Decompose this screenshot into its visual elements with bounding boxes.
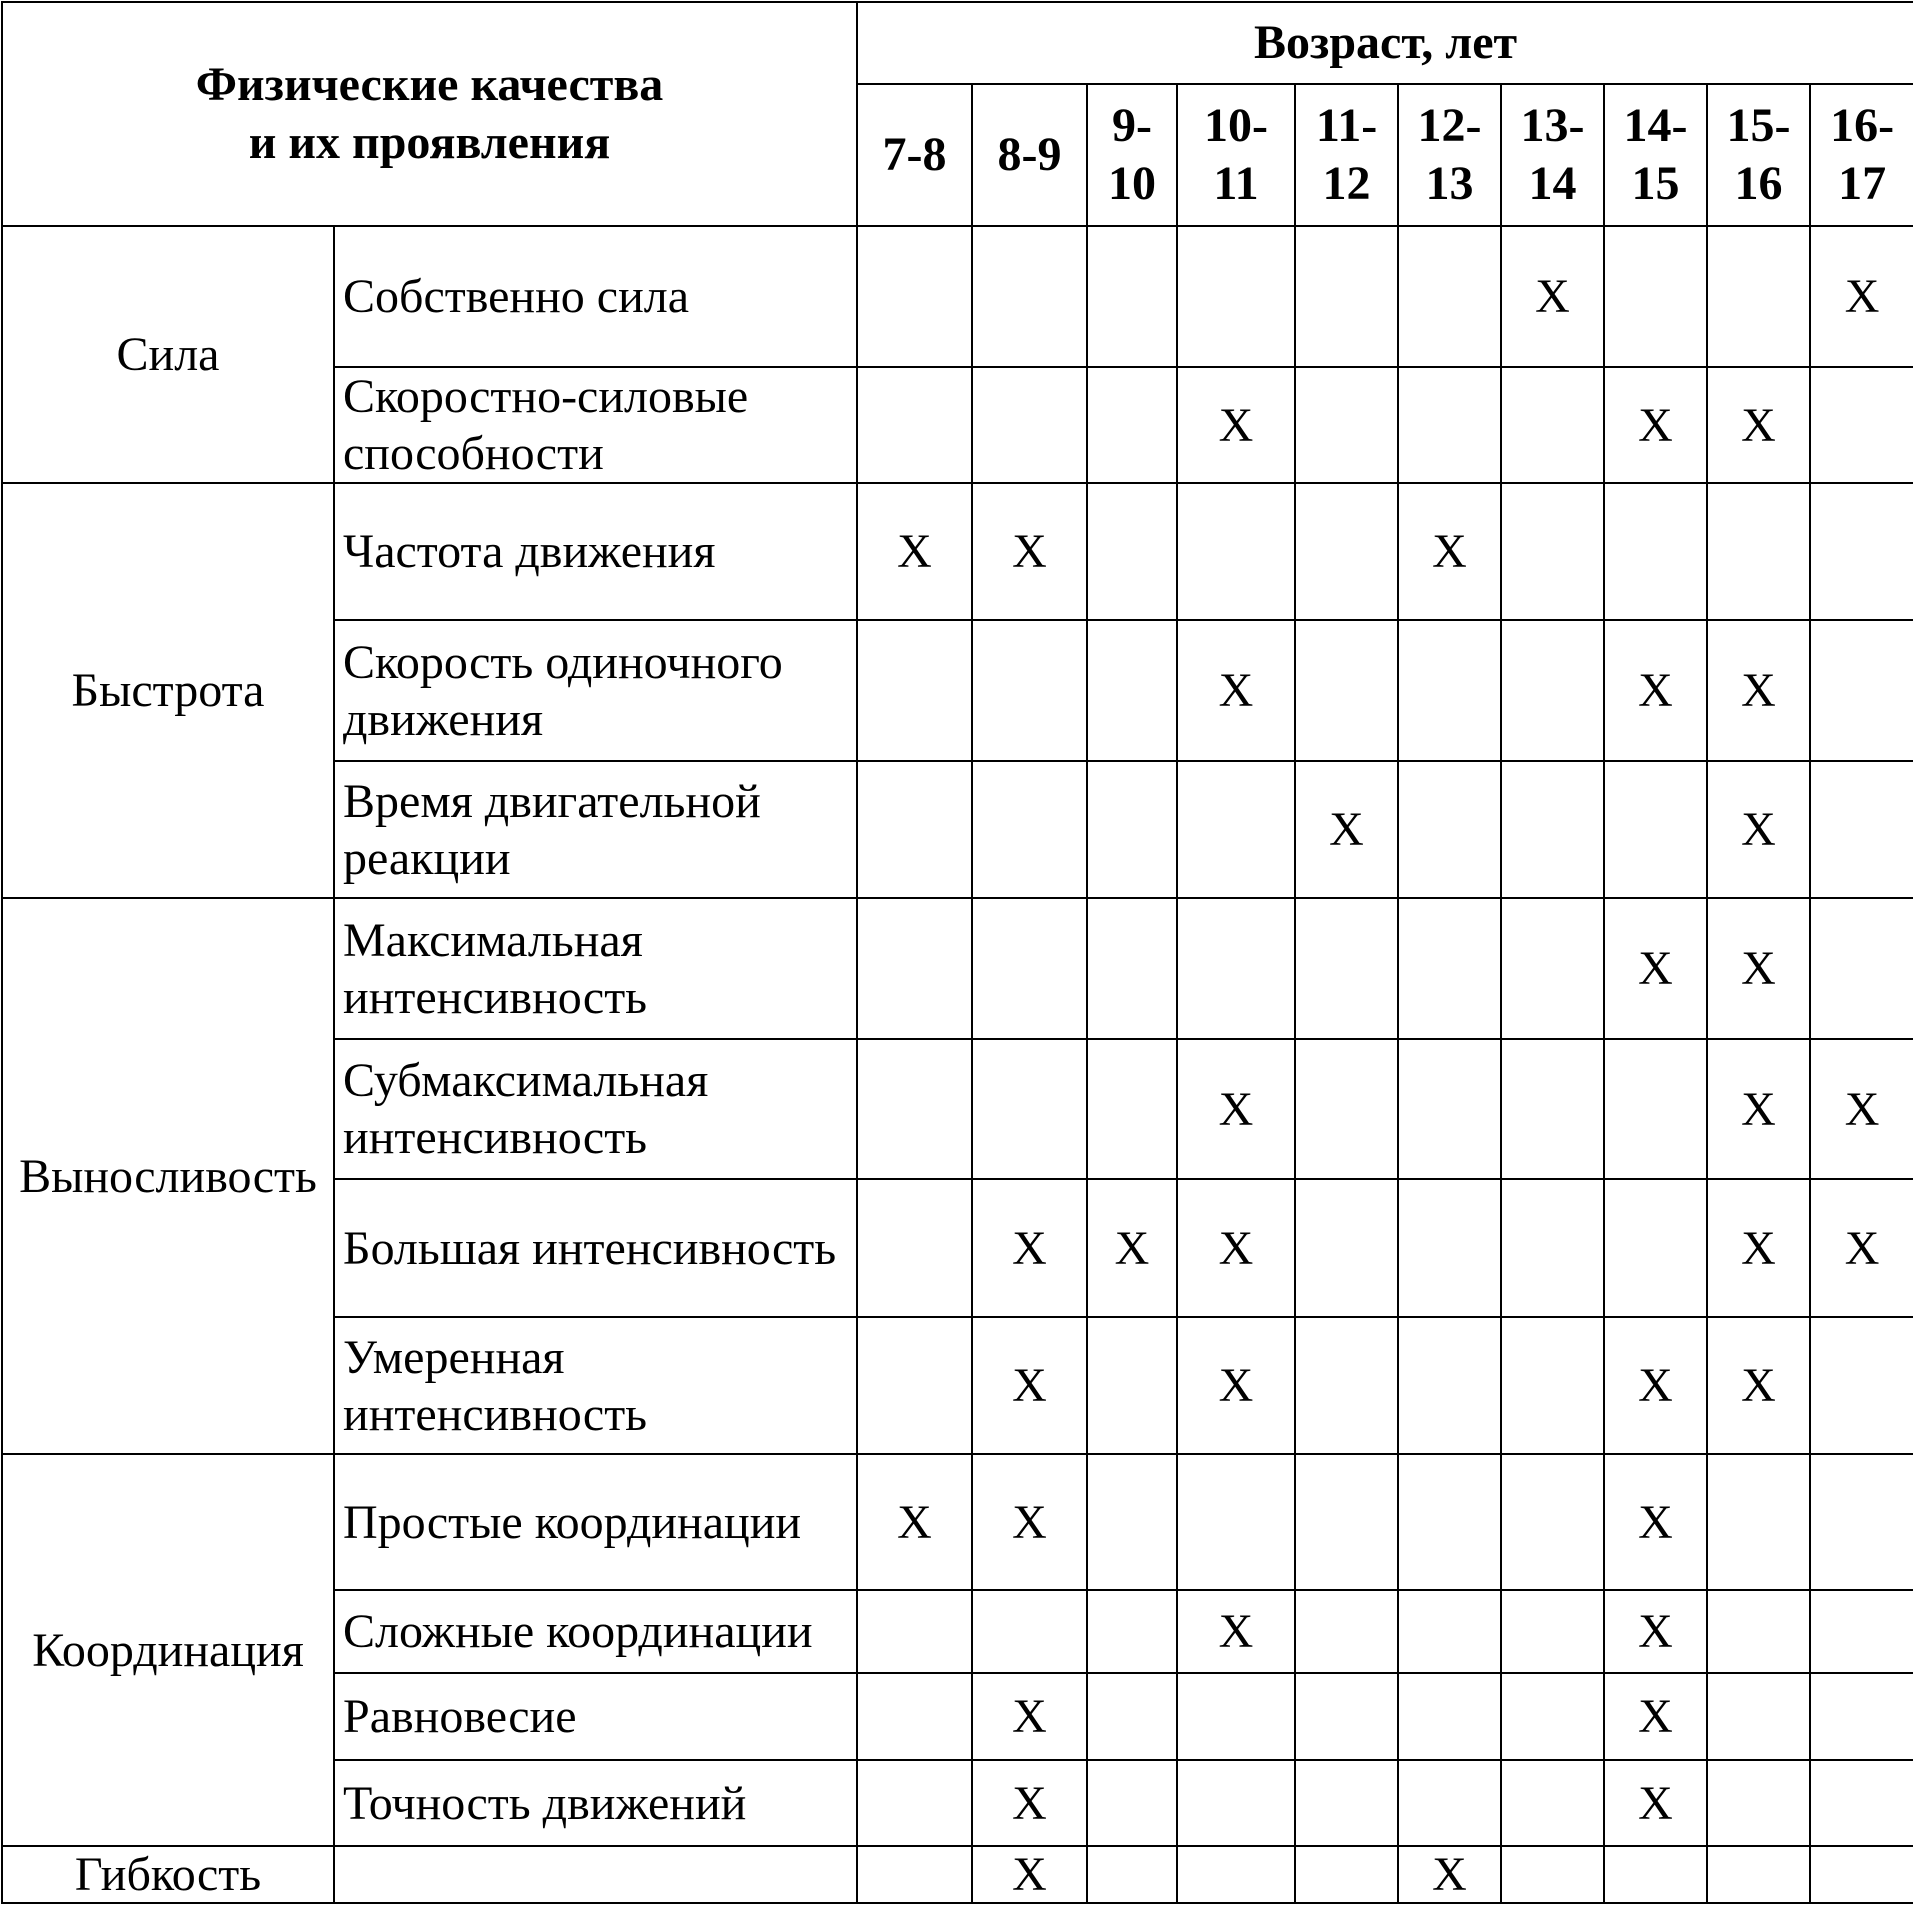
age-column-header: 11- 12	[1295, 84, 1398, 226]
mark-cell	[1087, 226, 1177, 367]
mark-cell: X	[1707, 1179, 1810, 1317]
mark-cell	[1604, 761, 1707, 898]
mark-cell: X	[1604, 1760, 1707, 1846]
mark-cell: X	[1087, 1179, 1177, 1317]
mark-cell	[1295, 1454, 1398, 1590]
subquality-cell: Максимальная интенсивность	[334, 898, 857, 1039]
header-row-top	[2, 2, 1913, 84]
mark-cell	[1501, 367, 1604, 483]
age-column-header: 10- 11	[1177, 84, 1295, 226]
mark-cell	[1707, 1590, 1810, 1673]
age-column-header: 8-9	[972, 84, 1087, 226]
mark-cell	[1087, 898, 1177, 1039]
mark-cell: X	[972, 1760, 1087, 1846]
mark-cell	[972, 620, 1087, 761]
age-column-header: 12- 13	[1398, 84, 1501, 226]
mark-cell	[1087, 483, 1177, 620]
mark-cell: X	[1604, 898, 1707, 1039]
mark-cell	[1295, 483, 1398, 620]
mark-cell: X	[1810, 1179, 1913, 1317]
subquality-cell: Скорость одиночного движения	[334, 620, 857, 761]
subquality-cell: Субмаксимальная интенсивность	[334, 1039, 857, 1179]
mark-cell	[1810, 1454, 1913, 1590]
mark-cell: X	[1604, 620, 1707, 761]
mark-cell: X	[1177, 1039, 1295, 1179]
mark-cell	[1177, 483, 1295, 620]
mark-cell	[1604, 1846, 1707, 1903]
mark-cell	[1398, 1317, 1501, 1454]
mark-cell	[857, 1673, 972, 1760]
table-row	[2, 1454, 1913, 1590]
mark-cell	[1295, 1760, 1398, 1846]
mark-cell	[1087, 1039, 1177, 1179]
mark-cell	[1810, 1846, 1913, 1903]
mark-cell	[1604, 483, 1707, 620]
mark-cell: X	[1604, 1317, 1707, 1454]
mark-cell	[1177, 226, 1295, 367]
subquality-cell: Собственно сила	[334, 226, 857, 367]
mark-cell	[1177, 1846, 1295, 1903]
mark-cell	[972, 226, 1087, 367]
mark-cell	[1810, 620, 1913, 761]
mark-cell: X	[1707, 1039, 1810, 1179]
mark-cell	[1177, 1673, 1295, 1760]
mark-cell	[1177, 1760, 1295, 1846]
mark-cell: X	[972, 1317, 1087, 1454]
mark-cell: X	[1707, 898, 1810, 1039]
mark-cell	[1398, 620, 1501, 761]
age-column-header: 14- 15	[1604, 84, 1707, 226]
table-row	[2, 483, 1913, 620]
age-column-header: 16- 17	[1810, 84, 1913, 226]
mark-cell	[1295, 1317, 1398, 1454]
mark-cell: X	[1177, 367, 1295, 483]
mark-cell	[1295, 367, 1398, 483]
mark-cell	[1810, 898, 1913, 1039]
mark-cell	[1087, 1846, 1177, 1903]
mark-cell	[1398, 1590, 1501, 1673]
mark-cell: X	[1398, 1846, 1501, 1903]
age-quality-table	[1, 1, 1913, 1904]
mark-cell	[972, 367, 1087, 483]
mark-cell: X	[972, 483, 1087, 620]
mark-cell	[1398, 1454, 1501, 1590]
subquality-cell: Сложные координации	[334, 1590, 857, 1673]
mark-cell	[1295, 1039, 1398, 1179]
mark-cell	[1501, 898, 1604, 1039]
mark-cell	[1398, 761, 1501, 898]
mark-cell	[1177, 761, 1295, 898]
mark-cell	[857, 898, 972, 1039]
category-cell: Сила	[2, 226, 334, 483]
table-body	[2, 226, 1913, 1903]
mark-cell	[1398, 898, 1501, 1039]
subquality-cell: Время двигательной реакции	[334, 761, 857, 898]
subquality-cell: Простые координации	[334, 1454, 857, 1590]
mark-cell: X	[857, 483, 972, 620]
mark-cell	[1501, 1454, 1604, 1590]
mark-cell	[1295, 1673, 1398, 1760]
mark-cell	[1087, 1760, 1177, 1846]
mark-cell	[857, 1846, 972, 1903]
subquality-cell: Частота движения	[334, 483, 857, 620]
mark-cell	[1501, 1179, 1604, 1317]
mark-cell	[1398, 1039, 1501, 1179]
mark-cell	[1501, 1317, 1604, 1454]
category-cell: Гибкость	[2, 1846, 334, 1903]
mark-cell	[1087, 367, 1177, 483]
mark-cell	[1398, 1179, 1501, 1317]
table-row	[2, 226, 1913, 367]
mark-cell	[1810, 1590, 1913, 1673]
mark-cell	[1177, 898, 1295, 1039]
mark-cell	[1810, 1673, 1913, 1760]
subquality-cell: Точность движений	[334, 1760, 857, 1846]
subquality-cell: Большая интенсивность	[334, 1179, 857, 1317]
mark-cell	[1295, 1846, 1398, 1903]
mark-cell: X	[1604, 1590, 1707, 1673]
mark-cell	[1604, 1179, 1707, 1317]
mark-cell: X	[972, 1179, 1087, 1317]
mark-cell	[857, 1590, 972, 1673]
mark-cell	[857, 1179, 972, 1317]
mark-cell	[1398, 226, 1501, 367]
mark-cell: X	[1707, 620, 1810, 761]
mark-cell	[1707, 1760, 1810, 1846]
mark-cell	[1501, 1673, 1604, 1760]
mark-cell	[1501, 1039, 1604, 1179]
mark-cell	[1810, 483, 1913, 620]
table-row	[2, 898, 1913, 1039]
mark-cell	[1501, 620, 1604, 761]
mark-cell: X	[1707, 761, 1810, 898]
mark-cell: X	[1177, 1317, 1295, 1454]
mark-cell	[1398, 367, 1501, 483]
age-column-header: 9- 10	[1087, 84, 1177, 226]
mark-cell	[857, 620, 972, 761]
category-cell: Выносливость	[2, 898, 334, 1454]
subquality-cell: Умеренная интенсивность	[334, 1317, 857, 1454]
mark-cell	[972, 1590, 1087, 1673]
qualities-header: Физические качества и их проявления	[2, 2, 857, 226]
mark-cell	[1501, 761, 1604, 898]
mark-cell: X	[1810, 1039, 1913, 1179]
mark-cell	[1707, 1673, 1810, 1760]
mark-cell	[857, 1760, 972, 1846]
mark-cell: X	[1707, 367, 1810, 483]
mark-cell: X	[972, 1846, 1087, 1903]
age-column-header: 15- 16	[1707, 84, 1810, 226]
mark-cell: X	[1604, 367, 1707, 483]
mark-cell	[1087, 1317, 1177, 1454]
mark-cell	[1295, 620, 1398, 761]
mark-cell	[1707, 483, 1810, 620]
mark-cell	[1707, 226, 1810, 367]
mark-cell	[1398, 1673, 1501, 1760]
age-column-header: 13- 14	[1501, 84, 1604, 226]
age-header: Возраст, лет	[857, 2, 1913, 84]
age-column-header: 7-8	[857, 84, 972, 226]
mark-cell	[1087, 761, 1177, 898]
mark-cell	[857, 1317, 972, 1454]
mark-cell	[1087, 620, 1177, 761]
mark-cell	[1604, 226, 1707, 367]
mark-cell	[972, 761, 1087, 898]
category-cell: Быстрота	[2, 483, 334, 898]
mark-cell	[1810, 367, 1913, 483]
mark-cell	[1295, 898, 1398, 1039]
mark-cell	[1810, 1760, 1913, 1846]
mark-cell: X	[1398, 483, 1501, 620]
mark-cell: X	[1810, 226, 1913, 367]
mark-cell	[972, 1039, 1087, 1179]
mark-cell	[1707, 1846, 1810, 1903]
mark-cell	[1295, 1179, 1398, 1317]
mark-cell	[1810, 1317, 1913, 1454]
mark-cell: X	[857, 1454, 972, 1590]
mark-cell	[1087, 1673, 1177, 1760]
mark-cell	[857, 226, 972, 367]
mark-cell	[1501, 1760, 1604, 1846]
mark-cell	[1087, 1590, 1177, 1673]
mark-cell	[1501, 483, 1604, 620]
mark-cell: X	[1177, 1179, 1295, 1317]
mark-cell: X	[972, 1673, 1087, 1760]
mark-cell: X	[1604, 1673, 1707, 1760]
mark-cell	[1501, 1846, 1604, 1903]
mark-cell	[1707, 1454, 1810, 1590]
mark-cell	[1501, 1590, 1604, 1673]
mark-cell	[857, 367, 972, 483]
table-row	[2, 1846, 1913, 1903]
mark-cell	[1810, 761, 1913, 898]
mark-cell: X	[1707, 1317, 1810, 1454]
mark-cell: X	[1177, 620, 1295, 761]
mark-cell	[1295, 226, 1398, 367]
mark-cell	[1398, 1760, 1501, 1846]
category-cell: Координация	[2, 1454, 334, 1846]
mark-cell: X	[1177, 1590, 1295, 1673]
subquality-cell	[334, 1846, 857, 1903]
mark-cell: X	[1604, 1454, 1707, 1590]
mark-cell	[1295, 1590, 1398, 1673]
subquality-cell: Равновесие	[334, 1673, 857, 1760]
subquality-cell: Скоростно-силовые способности	[334, 367, 857, 483]
mark-cell: X	[1295, 761, 1398, 898]
mark-cell: X	[1501, 226, 1604, 367]
mark-cell	[1604, 1039, 1707, 1179]
mark-cell: X	[972, 1454, 1087, 1590]
mark-cell	[857, 761, 972, 898]
mark-cell	[857, 1039, 972, 1179]
mark-cell	[1177, 1454, 1295, 1590]
mark-cell	[972, 898, 1087, 1039]
mark-cell	[1087, 1454, 1177, 1590]
